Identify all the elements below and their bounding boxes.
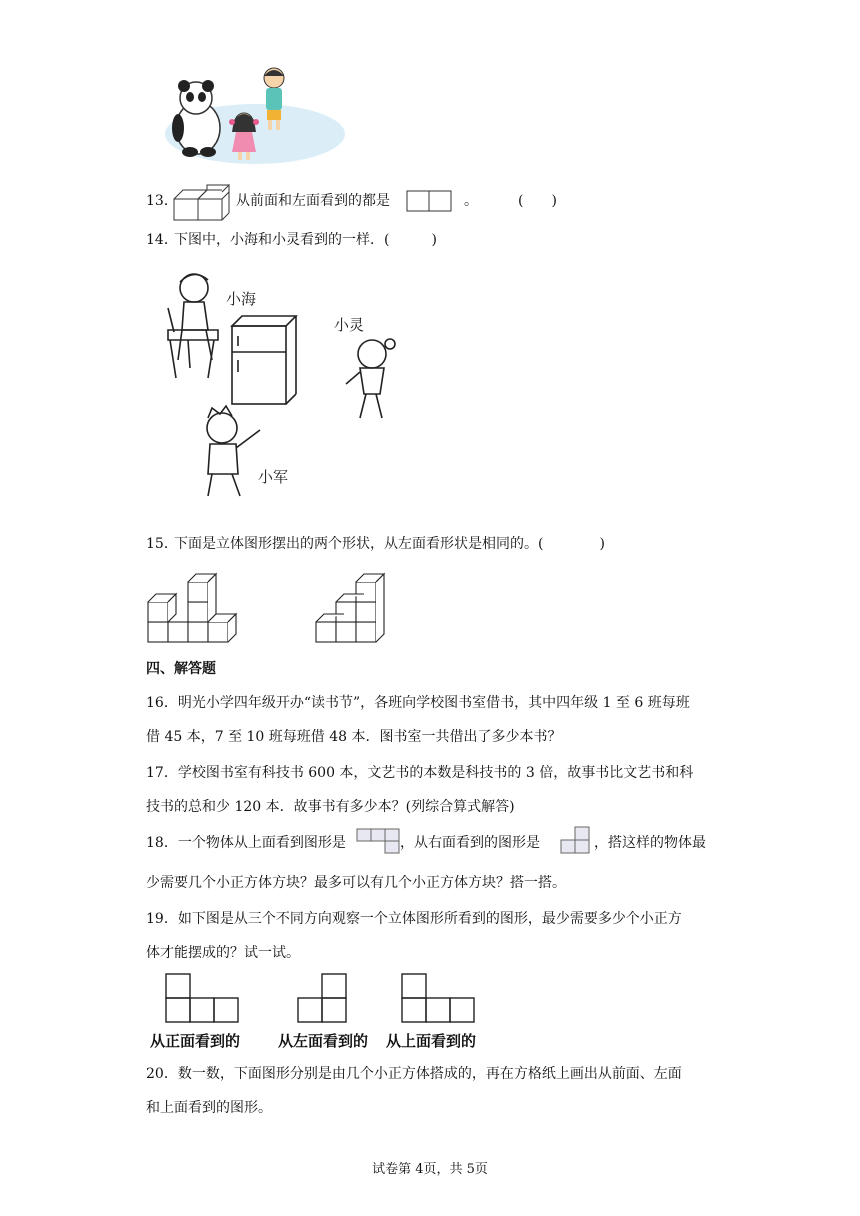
q15-shape-b	[314, 570, 394, 644]
q20-line2: 和上面看到的图形。	[146, 1100, 272, 1116]
q19-caption-top: 从上面看到的	[386, 1032, 477, 1050]
q18-right-view-shape	[560, 826, 592, 856]
q15-shape-a	[146, 570, 242, 644]
q18-part-a: 18．一个物体从上面看到图形是	[146, 835, 346, 851]
refrigerator-icon	[232, 316, 296, 404]
q13-number: 13．	[146, 193, 178, 209]
q15-text: 下面是立体图形摆出的两个形状，从左面看形状是相同的。( )	[174, 536, 605, 552]
q20-line1: 20．数一数，下面图形分别是由几个小正方体搭成的，再在方格纸上画出从前面、左面	[146, 1066, 682, 1082]
q18-line2: 少需要几个小正方体方块？最多可以有几个小正方体方块？搭一搭。	[146, 875, 566, 891]
q16-line1: 16．明光小学四年级开办“读书节”，各班向学校图书室借书，其中四年级 1 至 6 班每班	[146, 695, 690, 711]
q17-line1: 17．学校图书室有科技书 600 本，文艺书的本数是科技书的 3 倍，故事书比文艺书和科	[146, 765, 694, 781]
q15-number: 15．	[146, 536, 178, 552]
q19-front-view	[164, 972, 242, 1024]
section-title: 四、解答题	[146, 661, 216, 677]
q18-top-view-shape	[356, 828, 402, 854]
q19-line2: 体才能摆成的？试一试。	[146, 945, 300, 961]
xiaojun-icon	[207, 406, 260, 496]
q19-caption-left: 从左面看到的	[278, 1032, 369, 1050]
q13-cube-figure	[172, 184, 230, 222]
q14-number: 14．	[146, 232, 178, 248]
q13-answer-paren: ( )	[518, 193, 557, 209]
q17-line2: 技书的总和少 120 本．故事书有多少本？(列综合算式解答)	[146, 799, 515, 815]
q13-text: 从前面和左面看到的都是	[236, 193, 390, 209]
q19-line1: 19．如下图是从三个不同方向观察一个立体图形所看到的图形，最少需要多少个小正方	[146, 911, 682, 927]
q19-left-view	[296, 972, 350, 1024]
label-xiaojun: 小军	[258, 468, 289, 486]
page-footer: 试卷第 4页，共 5页	[372, 1162, 488, 1177]
q16-line2: 借 45 本，7 至 10 班每班借 48 本．图书室一共借出了多少本书？	[146, 729, 562, 745]
xiaohai-on-chair-icon	[168, 274, 218, 378]
q19-caption-front: 从正面看到的	[150, 1032, 241, 1050]
xiaoling-icon	[346, 339, 395, 418]
q13-answer-shape	[406, 190, 452, 212]
q18-part-b: ，从右面看到的图形是	[400, 835, 540, 851]
q13-period: 。	[464, 193, 478, 209]
q18-part-c: ，搭这样的物体最	[594, 835, 706, 851]
q14-illustration	[160, 268, 420, 518]
top-illustration	[160, 66, 340, 166]
label-xiaoling: 小灵	[334, 316, 365, 334]
label-xiaohai: 小海	[226, 290, 257, 308]
q19-top-view	[400, 972, 478, 1024]
q14-text: 下图中，小海和小灵看到的一样．( )	[174, 232, 437, 248]
